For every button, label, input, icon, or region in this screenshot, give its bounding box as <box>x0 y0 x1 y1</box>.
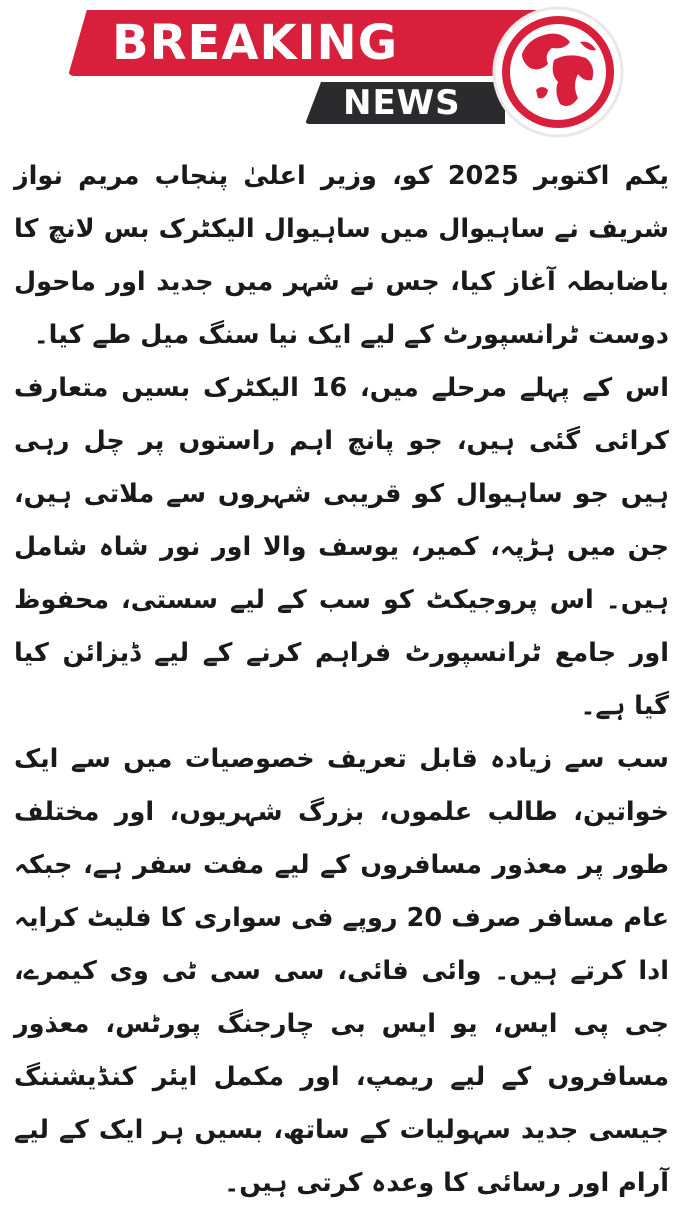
article-paragraph-2: اس کے پہلے مرحلے میں، 16 الیکٹرک بسیں متعارف کرائی گئی ہیں، جو پانچ اہم راستوں پر چل رہی ہیں جو ساہیوال کو قریبی شہروں سے ملاتی ہیں، جن میں ہڑپہ، کمیر، یوسف والا اور نور شاہ شامل ہیں۔ اس پروجیکٹ کو سب کے لیے سستی، محفوظ اور جامع ٹرانسپورٹ فراہم کرنے کے لیے ڈیزائن کیا گیا ہے۔ <box>14 373 669 721</box>
globe-icon <box>488 2 628 142</box>
article-body <box>14 150 670 1198</box>
breaking-label: BREAKING <box>112 15 399 71</box>
article-paragraph-1: یکم اکتوبر 2025 کو، وزیر اعلیٰ پنجاب مریم نواز شریف نے ساہیوال میں ساہیوال الیکٹرک بس لانچ کا باضابطہ آغاز کیا، جس نے شہر میں جدید اور ماحول دوست ٹرانسپورٹ کے لیے ایک نیا سنگ میل طے کیا۔ <box>14 161 670 350</box>
news-label: NEWS <box>343 83 461 123</box>
article-paragraph-3: سب سے زیادہ قابل تعریف خصوصیات میں سے ایک خواتین، طالب علموں، بزرگ شہریوں، اور مختلف طور پر معذور مسافروں کے لیے مفت سفر ہے، جبکہ عام مسافر صرف 20 روپے فی سواری کا فلیٹ کرایہ ادا کرتے ہیں۔ وائی فائی، سی سی ٹی وی کیمرے، جی پی ایس، یو ایس بی چارجنگ پورٹس، معذور مسافروں کے لیے ریمپ، اور مکمل ایئر کنڈیشننگ جیسی جدید سہولیات کے ساتھ، بسیں ہر ایک کے لیے آرام اور رسائی کا وعدہ کرتی ہیں۔ <box>14 744 670 1198</box>
breaking-news-banner <box>0 0 683 150</box>
